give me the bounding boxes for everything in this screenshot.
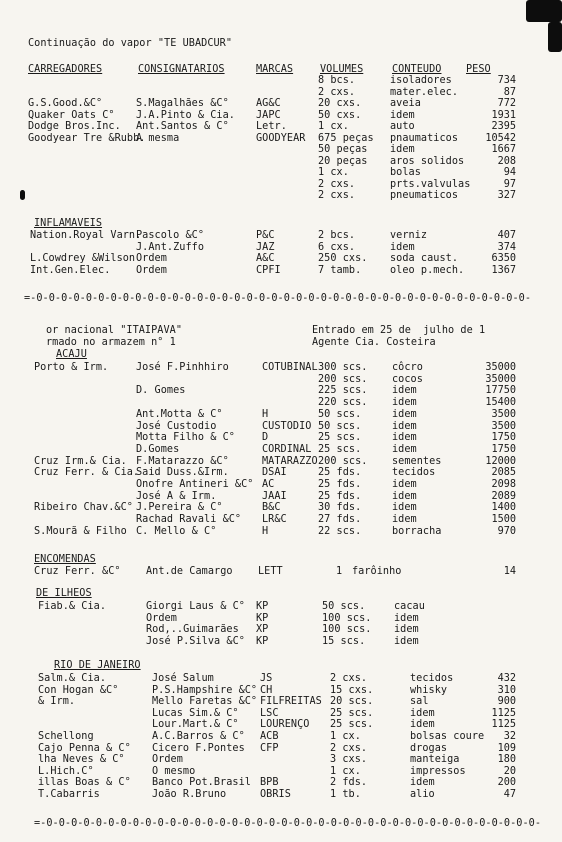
content-cell: idem — [394, 624, 419, 636]
content-cell: idem — [392, 479, 417, 490]
mark-cell: AC — [262, 479, 275, 490]
weight-cell: 97 — [503, 178, 516, 190]
shipper-cell: Nation.Royal Varn. — [30, 230, 142, 241]
content-cell: tecidos — [392, 467, 436, 479]
col-marcas: MARCAS — [256, 64, 294, 75]
volume-cell: 1 cx. — [330, 765, 361, 777]
content-cell: idem — [410, 707, 435, 719]
volume-cell: 50 scs. — [318, 408, 362, 420]
mark-cell: BPB — [260, 777, 279, 789]
content-cell: cacau — [394, 601, 425, 612]
consignee-cell: F.Matarazzo &C° — [136, 455, 229, 467]
shipper-cell: Cruz Ferr. & Cia. — [34, 467, 140, 479]
volume-cell: 1 cx. — [330, 731, 361, 742]
shipper-cell: Cruz Irm.& Cia. — [34, 455, 127, 467]
section-acaju: ACAJU — [56, 349, 87, 360]
content-cell: aros solidos — [390, 155, 465, 167]
consignee-cell: José F.Pinhhiro — [136, 362, 229, 373]
content-cell: bolsas coure — [410, 731, 485, 742]
mark-cell: JS — [260, 673, 273, 684]
vessel-line-2-right: Agente Cia. Costeira — [312, 337, 436, 348]
weight-cell: 180 — [497, 754, 516, 766]
mark-cell: XP — [256, 624, 269, 636]
volume-cell: 2 cxs. — [318, 190, 356, 201]
content-cell: soda caust. — [390, 253, 459, 264]
weight-cell: 2089 — [491, 490, 516, 502]
consignee-cell: J.Ant.Zuffo — [136, 241, 205, 253]
volume-cell: 20 peças — [318, 155, 368, 167]
content-cell: idem — [394, 635, 419, 647]
volume-cell: 20 cxs. — [318, 98, 362, 109]
weight-cell: 20 — [503, 765, 516, 777]
weight-cell: 6350 — [491, 253, 516, 264]
consignee-cell: Rachad Ravali &C° — [136, 514, 242, 526]
weight-cell: 1500 — [491, 514, 516, 526]
volume-cell: 50 cxs. — [318, 109, 362, 121]
volume-cell: 2 cxs. — [330, 742, 368, 754]
volume-cell: 50 scs. — [322, 601, 366, 612]
volume-cell: 50 peças — [318, 144, 368, 155]
weight-cell: 1931 — [491, 109, 516, 121]
mark-cell: LR&C — [262, 514, 287, 526]
weight-cell: 14 — [503, 566, 516, 577]
consignee-cell: José Custodio — [136, 420, 217, 432]
scan-blot-top-right — [526, 0, 562, 22]
content-cell: drogas — [410, 742, 448, 754]
content-cell: idem — [392, 490, 417, 502]
content-cell: auto — [390, 121, 415, 132]
content-cell: idem — [390, 144, 415, 155]
consignee-cell: Ordem — [146, 612, 177, 624]
consignee-cell: Pascolo &C° — [136, 230, 205, 241]
content-cell: idem — [410, 777, 435, 789]
weight-cell: 2098 — [491, 479, 516, 490]
volume-cell: 30 fds. — [318, 502, 362, 514]
consignee-cell: C. Mello & C° — [136, 525, 217, 537]
mark-cell: A&C — [256, 253, 275, 264]
consignee-cell: A.C.Barros & C° — [152, 731, 245, 742]
volume-cell: 7 tamb. — [318, 264, 362, 276]
col-peso: PESO — [466, 64, 491, 75]
consignee-cell: J.A.Pinto & Cia. — [136, 109, 235, 121]
weight-cell: 32 — [503, 731, 516, 742]
volume-cell: 50 scs. — [318, 420, 362, 432]
shipper-cell: & Irm. — [38, 696, 76, 708]
weight-cell: 1367 — [491, 264, 516, 276]
consignee-cell: Lucas Sim.& C° — [152, 707, 239, 719]
volume-cell: 2 fds. — [330, 777, 368, 789]
consignee-cell: Said Duss.&Irm. — [136, 467, 229, 479]
volume-cell: 2 cxs. — [330, 673, 368, 684]
weight-cell: 970 — [497, 525, 516, 537]
consignee-cell: A mesma — [136, 132, 180, 144]
consignee-cell: Rod,..Guimarães — [146, 624, 239, 636]
col-carregadores: CARREGADORES — [28, 64, 103, 75]
content-cell: whisky — [410, 684, 448, 696]
mark-cell: ACB — [260, 731, 279, 742]
volume-cell: 2 cxs. — [318, 86, 356, 98]
consignee-cell: Ordem — [136, 264, 167, 276]
shipper-cell: Fiab.& Cia. — [38, 601, 107, 612]
content-cell: oleo p.mech. — [390, 264, 465, 276]
mark-cell: B&C — [262, 502, 281, 514]
consignee-cell: José Salum — [152, 673, 214, 684]
col-volumes: VOLUMES — [320, 64, 364, 75]
content-cell: idem — [392, 397, 417, 409]
volume-cell: 675 peças — [318, 132, 374, 144]
consignee-cell: Banco Pot.Brasil — [152, 777, 251, 789]
shipper-cell: Cruz Ferr. &C° — [34, 566, 121, 577]
shipper-cell: T.Cabarris — [38, 789, 100, 800]
weight-cell: 12000 — [485, 455, 516, 467]
content-cell: aveia — [390, 98, 421, 109]
volume-cell: 8 bcs. — [318, 75, 356, 86]
volume-cell: 2 cxs. — [318, 178, 356, 190]
shipper-cell: Cajo Penna & C° — [38, 742, 131, 754]
content-cell: manteiga — [410, 754, 460, 766]
volume-cell: 25 scs. — [318, 432, 362, 444]
content-cell: idem — [392, 514, 417, 526]
volume-cell: 15 cxs. — [330, 684, 374, 696]
content-cell: alio — [410, 789, 435, 800]
mark-cell: P&C — [256, 230, 275, 241]
mark-cell: AG&C — [256, 98, 281, 109]
weight-cell: 1667 — [491, 144, 516, 155]
volume-cell: 25 fds. — [318, 467, 362, 479]
scan-blot-right — [548, 22, 562, 52]
content-cell: idem — [392, 420, 417, 432]
mark-cell: JAZ — [256, 241, 275, 253]
content-cell: pneumaticos — [390, 190, 459, 201]
consignee-cell: Ant.Santos & C° — [136, 121, 229, 132]
mark-cell: Letr. — [256, 121, 287, 132]
shipper-cell: L.Hich.C° — [38, 765, 94, 777]
volume-cell: 2 bcs. — [318, 230, 356, 241]
separator-2: =-0-0-0-0-0-0-0-0-0-0-0-0-0-0-0-0-0-0-0-0-0-0-0-0-0-0-0-0-0-0-0-0-0-0-0-0-0-0-0-0- — [34, 818, 542, 829]
content-cell: idem — [392, 408, 417, 420]
shipper-cell: lha Neves & C° — [38, 754, 125, 766]
mark-cell: LSC — [260, 707, 279, 719]
section-ilheos: DE ILHEOS — [36, 588, 92, 599]
shipper-cell: Schellong — [38, 731, 94, 742]
section-rio-de-janeiro: RIO DE JANEIRO — [54, 660, 141, 671]
mark-cell: COTUBINAL — [262, 362, 318, 373]
weight-cell: 900 — [497, 696, 516, 708]
mark-cell: CH — [260, 684, 273, 696]
weight-cell: 17750 — [485, 385, 516, 397]
consignee-cell: José A & Irm. — [136, 490, 217, 502]
content-cell: prts.valvulas — [390, 178, 471, 190]
volume-cell: 25 scs. — [318, 443, 362, 455]
volume-cell: 25 fds. — [318, 479, 362, 490]
page-title: Continuação do vapor "TE UBADCUR" — [28, 38, 233, 49]
weight-cell: 208 — [497, 155, 516, 167]
volume-cell: 225 scs. — [318, 385, 368, 397]
content-cell: idem — [410, 719, 435, 731]
consignee-cell: Motta Filho & C° — [136, 432, 235, 444]
consignee-cell: Mello Faretas &C° — [152, 696, 258, 708]
weight-cell: 2085 — [491, 467, 516, 479]
weight-cell: 407 — [497, 230, 516, 241]
consignee-cell: José P.Silva &C° — [146, 635, 245, 647]
vessel-line-2-left: rmado no armazem n° 1 — [46, 337, 176, 348]
consignee-cell: João R.Bruno — [152, 789, 227, 800]
volume-cell: 1 cx. — [318, 167, 349, 178]
consignee-cell: J.Pereira & C° — [136, 502, 223, 514]
volume-cell: 20 scs. — [330, 696, 374, 708]
content-cell: cocos — [392, 373, 423, 385]
consignee-cell: D.Gomes — [136, 443, 180, 455]
volume-cell: 27 fds. — [318, 514, 362, 526]
volume-cell: 22 scs. — [318, 525, 362, 537]
content-cell: farôinho — [352, 566, 402, 577]
volume-cell: 200 scs. — [318, 455, 368, 467]
volume-cell: 15 scs. — [322, 635, 366, 647]
content-cell: sal — [410, 696, 429, 708]
mark-cell: D — [262, 432, 269, 444]
weight-cell: 87 — [503, 86, 516, 98]
shipper-cell: Quaker Oats C° — [28, 109, 115, 121]
content-cell: idem — [392, 443, 417, 455]
mark-cell: H — [262, 525, 269, 537]
weight-cell: 310 — [497, 684, 516, 696]
mark-cell: OBRIS — [260, 789, 291, 800]
weight-cell: 109 — [497, 742, 516, 754]
shipper-cell: Salm.& Cia. — [38, 673, 107, 684]
shipper-cell: S.Mourã & Filho — [34, 525, 127, 537]
volume-cell: 6 cxs. — [318, 241, 356, 253]
content-cell: borracha — [392, 525, 442, 537]
weight-cell: 3500 — [491, 408, 516, 420]
mark-cell: GOODYEAR — [256, 132, 306, 144]
volume-cell: 220 scs. — [318, 397, 368, 409]
consignee-cell: Ordem — [152, 754, 183, 766]
shipper-cell: illas Boas & C° — [38, 777, 131, 789]
content-cell: idem — [390, 109, 415, 121]
content-cell: mater.elec. — [390, 86, 459, 98]
content-cell: sementes — [392, 455, 442, 467]
consignee-cell: Cicero F.Pontes — [152, 742, 245, 754]
mark-cell: DSAI — [262, 467, 287, 479]
content-cell: isoladores — [390, 75, 452, 86]
consignee-cell: Lour.Mart.& C° — [152, 719, 239, 731]
volume-cell: 25 fds. — [318, 490, 362, 502]
consignee-cell: O mesmo — [152, 765, 196, 777]
consignee-cell: Giorgi Laus & C° — [146, 601, 245, 612]
weight-cell: 15400 — [485, 397, 516, 409]
mark-cell: LOURENÇO — [260, 719, 310, 731]
weight-cell: 1125 — [491, 707, 516, 719]
mark-cell: LETT — [258, 566, 283, 577]
weight-cell: 734 — [497, 75, 516, 86]
weight-cell: 200 — [497, 777, 516, 789]
shipper-cell: G.S.Good.&C° — [28, 98, 103, 109]
mark-cell: CPFI — [256, 264, 281, 276]
volume-cell: 250 cxs. — [318, 253, 368, 264]
shipper-cell: Goodyear Tre &Rubb. — [28, 132, 146, 144]
consignee-cell: D. Gomes — [136, 385, 186, 397]
content-cell: idem — [392, 502, 417, 514]
content-cell: impressos — [410, 765, 466, 777]
weight-cell: 327 — [497, 190, 516, 201]
mark-cell: CFP — [260, 742, 279, 754]
mark-cell: MATARAZZO — [262, 455, 318, 467]
volume-cell: 25 scs. — [330, 707, 374, 719]
shipper-cell: Con Hogan &C° — [38, 684, 119, 696]
content-cell: idem — [394, 612, 419, 624]
content-cell: idem — [392, 385, 417, 397]
content-cell: côcro — [392, 362, 423, 373]
shipper-cell: Porto & Irm. — [34, 362, 109, 373]
mark-cell: FILFREITAS — [260, 696, 322, 708]
weight-cell: 2395 — [491, 121, 516, 132]
volume-cell: 200 scs. — [318, 373, 368, 385]
mark-cell: JAAI — [262, 490, 287, 502]
mark-cell: CUSTODIO — [262, 420, 312, 432]
content-cell: bolas — [390, 167, 421, 178]
mark-cell: KP — [256, 612, 269, 624]
mark-cell: H — [262, 408, 269, 420]
shipper-cell: Dodge Bros.Inc. — [28, 121, 121, 132]
vessel-line-1-left: or nacional "ITAIPAVA" — [46, 325, 183, 336]
weight-cell: 47 — [503, 789, 516, 800]
shipper-cell: Int.Gen.Elec. — [30, 264, 111, 276]
scan-blot-left — [20, 190, 25, 200]
content-cell: tecidos — [410, 673, 454, 684]
weight-cell: 772 — [497, 98, 516, 109]
mark-cell: KP — [256, 635, 269, 647]
shipper-cell: Ribeiro Chav.&C° — [34, 502, 133, 514]
volume-cell: 25 scs. — [330, 719, 374, 731]
shipper-cell: L.Cowdrey &Wilson — [30, 253, 136, 264]
mark-cell: JAPC — [256, 109, 281, 121]
weight-cell: 1125 — [491, 719, 516, 731]
volume-cell: 1 cx. — [318, 121, 349, 132]
content-cell: pnaumaticos — [390, 132, 459, 144]
content-cell: idem — [390, 241, 415, 253]
col-consignatarios: CONSIGNATARIOS — [138, 64, 225, 75]
section-inflamaveis: INFLAMAVEIS — [34, 218, 103, 229]
volume-cell: 300 scs. — [318, 362, 368, 373]
consignee-cell: Ant.Motta & C° — [136, 408, 223, 420]
weight-cell: 1750 — [491, 443, 516, 455]
section-encomendas: ENCOMENDAS — [34, 554, 96, 565]
content-cell: verniz — [390, 230, 428, 241]
weight-cell: 1750 — [491, 432, 516, 444]
mark-cell: KP — [256, 601, 269, 612]
consignee-cell: P.S.Hampshire &C° — [152, 684, 258, 696]
weight-cell: 35000 — [485, 373, 516, 385]
volume-cell: 100 scs. — [322, 624, 372, 636]
volume-cell: 100 scs. — [322, 612, 372, 624]
weight-cell: 10542 — [485, 132, 516, 144]
consignee-cell: Ordem — [136, 253, 167, 264]
weight-cell: 35000 — [485, 362, 516, 373]
col-conteudo: CONTEUDO — [392, 64, 442, 75]
weight-cell: 3500 — [491, 420, 516, 432]
consignee-cell: Ant.de Camargo — [146, 566, 233, 577]
volume-cell: 1 — [336, 566, 343, 577]
vessel-line-1-right: Entrado em 25 de julho de 1 — [312, 325, 486, 336]
weight-cell: 1400 — [491, 502, 516, 514]
mark-cell: CORDINAL — [262, 443, 312, 455]
weight-cell: 432 — [497, 673, 516, 684]
consignee-cell: Onofre Antineri &C° — [136, 479, 254, 490]
consignee-cell: S.Magalhães &C° — [136, 98, 229, 109]
volume-cell: 3 cxs. — [330, 754, 368, 766]
volume-cell: 1 tb. — [330, 789, 361, 800]
separator-1: =-0-0-0-0-0-0-0-0-0-0-0-0-0-0-0-0-0-0-0-0-0-0-0-0-0-0-0-0-0-0-0-0-0-0-0-0-0-0-0-0- — [24, 293, 532, 304]
content-cell: idem — [392, 432, 417, 444]
weight-cell: 374 — [497, 241, 516, 253]
weight-cell: 94 — [503, 167, 516, 178]
